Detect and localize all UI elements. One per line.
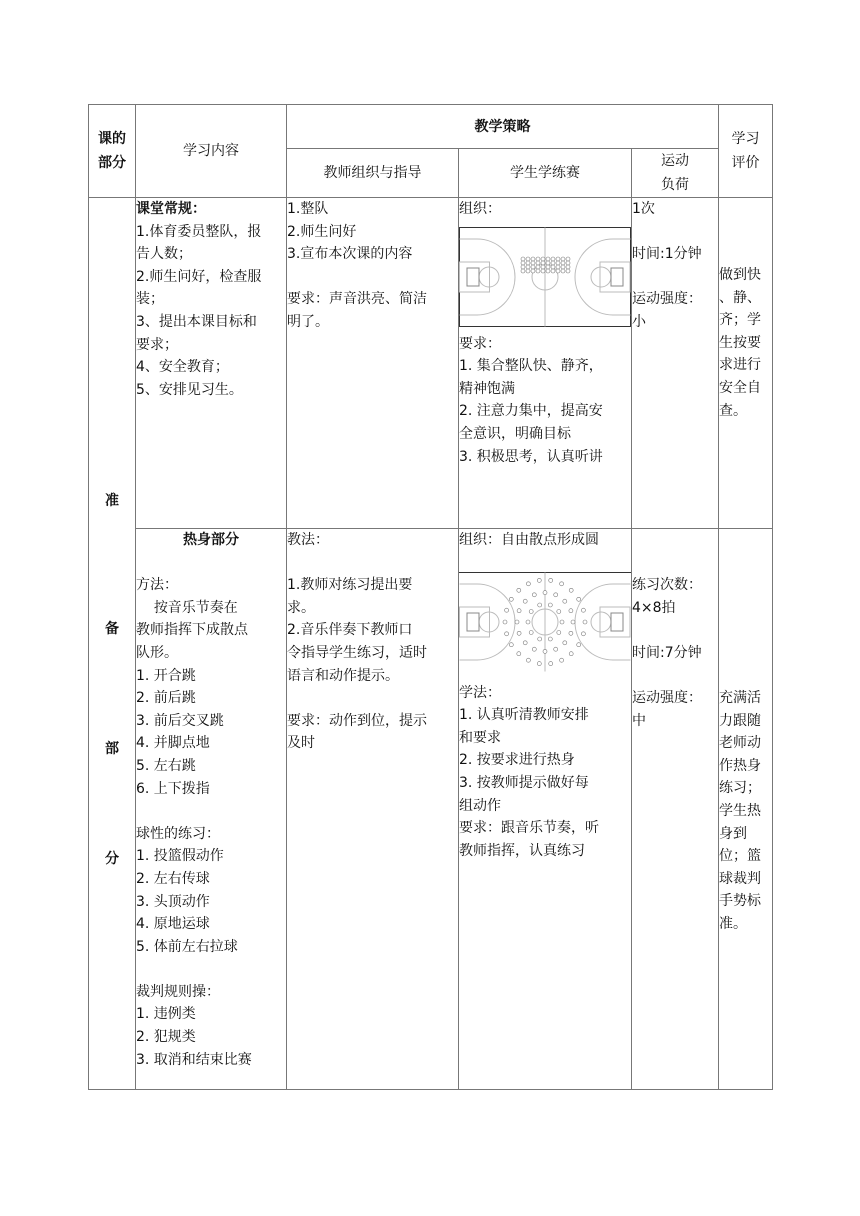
player-marker (560, 581, 564, 585)
player-marker (515, 620, 519, 624)
row2-load-line: 4×8拍 (632, 599, 676, 616)
player-marker (521, 261, 525, 265)
player-marker (505, 631, 509, 635)
row1-content-line: 要求； (136, 336, 178, 353)
row2-eval-line: 充满活 (719, 690, 761, 706)
player-marker (531, 261, 535, 265)
player-marker (536, 265, 540, 269)
row2-evaluation (719, 529, 773, 1090)
player-marker (546, 269, 550, 273)
row1-load (632, 198, 719, 529)
lesson-plan-table (88, 104, 773, 1090)
header-part-line: 课的 (98, 131, 126, 147)
player-marker (536, 269, 540, 273)
player-marker (556, 265, 560, 269)
player-marker (561, 257, 565, 261)
player-marker (583, 620, 587, 624)
player-marker (537, 578, 541, 582)
player-marker (536, 261, 540, 265)
row2-content (136, 529, 287, 1090)
row1-teacher-line (287, 266, 458, 289)
row2-student-line: 3. 按教师提示做好每 (459, 774, 589, 791)
player-marker (526, 658, 530, 662)
row2-content-line: 裁判规则操： (136, 983, 220, 1000)
row1-student-line: 要求： (459, 335, 501, 352)
row1-content-line: 4、安全教育； (136, 359, 229, 376)
row2-teacher-line: 教法： (287, 532, 329, 548)
player-marker (526, 257, 530, 261)
header-evaluation-line: 学习 (731, 131, 760, 147)
row1-content-line: 1.体育委员整队，报 (136, 223, 262, 240)
player-marker (548, 637, 552, 641)
header-strategy (287, 105, 719, 149)
player-marker (526, 265, 530, 269)
player-marker (523, 599, 527, 603)
player-marker (569, 651, 573, 655)
row1-eval-line: 安全自 (719, 379, 761, 396)
player-marker (571, 620, 575, 624)
player-marker (569, 631, 573, 635)
row2-teacher-line (287, 687, 458, 710)
player-marker (566, 257, 570, 261)
row2-student (459, 529, 632, 1090)
header-load-line: 负荷 (661, 177, 689, 193)
header-load (632, 149, 719, 198)
row1-content-title: 课堂常规： (136, 201, 206, 217)
player-marker (581, 631, 585, 635)
row2-eval-line: 作热身 (719, 757, 761, 774)
row1-load-line: 小 (632, 313, 646, 330)
header-content (136, 105, 287, 198)
row2-student-line: 和要求 (459, 729, 501, 746)
row2-eval-line: 准。 (719, 915, 747, 932)
player-marker (526, 620, 530, 624)
row2-content-line: 球性的练习： (136, 825, 220, 842)
row2-content-line: 2. 前后跳 (136, 690, 196, 707)
row2-teacher-line: 及时 (287, 735, 315, 752)
header-teacher (287, 149, 459, 198)
row1-student-line: 3. 积极思考，认真听讲 (459, 448, 603, 465)
row2-load-line: 运动强度： (632, 689, 702, 706)
header-content-label: 学习内容 (183, 143, 239, 159)
row2-content-line: 5. 左右跳 (136, 757, 196, 774)
player-marker (531, 257, 535, 261)
row2-teacher-line (287, 552, 458, 575)
player-marker (554, 592, 558, 596)
header-part (89, 105, 136, 198)
player-marker (566, 261, 570, 265)
row1-load-line (632, 221, 718, 244)
player-marker (531, 265, 535, 269)
player-marker (537, 661, 541, 665)
row2-student-line: 2. 按要求进行热身 (459, 752, 575, 769)
row2-eval-line: 练习； (719, 780, 761, 797)
row1-student-line: 精神饱满 (459, 380, 515, 397)
player-marker (517, 588, 521, 592)
player-marker (543, 649, 547, 653)
player-marker (556, 269, 560, 273)
player-marker (577, 642, 581, 646)
row2-eval-line: 学生热 (719, 802, 761, 819)
row1-eval-line: 做到快 (719, 267, 761, 283)
player-marker (548, 603, 552, 607)
player-marker (566, 269, 570, 273)
header-teacher-label: 教师组织与指导 (323, 165, 422, 181)
player-marker (566, 265, 570, 269)
player-marker (543, 590, 547, 594)
row1-content-line: 装； (136, 291, 164, 308)
player-marker (521, 269, 525, 273)
row2-teacher-line: 2.音乐伴奏下教师口 (287, 622, 413, 639)
player-marker (505, 608, 509, 612)
player-marker (561, 265, 565, 269)
row2-content-line: 2. 犯规类 (136, 1029, 196, 1046)
section-char: 部 (105, 741, 119, 757)
row1-eval-line: 齐；学 (719, 312, 761, 329)
row1-eval-line: 、静、 (719, 289, 761, 306)
row1-content-line: 告人数； (136, 246, 192, 263)
row2-load-line: 练习次数： (632, 577, 702, 593)
header-student (459, 149, 632, 198)
player-marker (556, 261, 560, 265)
row2-eval-line: 身到 (719, 825, 747, 842)
player-marker (541, 269, 545, 273)
section-char: 分 (105, 851, 119, 867)
row2-teacher-line: 1.教师对练习提出要 (287, 577, 413, 594)
row2-eval-line: 位；篮 (719, 848, 761, 865)
row2-teacher-line: 语言和动作提示。 (287, 667, 399, 684)
player-marker (563, 640, 567, 644)
row2-student-line: 教师指挥，认真练习 (459, 842, 585, 859)
row2-content-line: 3. 头顶动作 (136, 893, 210, 910)
row2-content-line: 6. 上下拨指 (136, 780, 210, 797)
player-marker (517, 631, 521, 635)
player-marker (517, 608, 521, 612)
player-marker (521, 265, 525, 269)
row2-content-line: 3. 取消和结束比赛 (136, 1051, 252, 1068)
row2-load-line: 中 (632, 712, 646, 729)
player-marker (557, 630, 561, 634)
row2-content-line: 4. 并脚点地 (136, 735, 210, 752)
player-marker (526, 261, 530, 265)
row1-student-line: 1. 集合整队快、静齐， (459, 358, 603, 375)
row1-content (136, 198, 287, 529)
row1-load-line: 运动强度： (632, 291, 702, 308)
section-char: 备 (105, 621, 119, 637)
basketball-court-circle-formation-diagram (459, 572, 631, 672)
row1-student-org: 组织： (459, 201, 501, 217)
player-marker (503, 620, 507, 624)
row2-student-line: 要求：跟音乐节奏，听 (459, 820, 599, 837)
row2-student-line: 组动作 (459, 797, 501, 814)
row2-content-line: 1. 投篮假动作 (136, 848, 224, 865)
row2-student-line: 学法： (459, 684, 501, 701)
player-marker (538, 603, 542, 607)
row2-teacher (287, 529, 459, 1090)
row2-teacher-line: 求。 (287, 599, 315, 616)
row2-content-line: 方法： (136, 577, 178, 594)
player-marker (561, 269, 565, 273)
row2-eval-line: 球裁判 (719, 870, 761, 887)
player-marker (526, 581, 530, 585)
player-marker (509, 642, 513, 646)
section-char: 准 (105, 493, 119, 509)
row2-content-title: 热身部分 (183, 532, 239, 548)
row1-student (459, 198, 632, 529)
row1-student-line: 2. 注意力集中，提高安 (459, 403, 603, 420)
row2-load-line (632, 664, 718, 687)
row2-eval-line: 手势标 (719, 893, 761, 910)
row2-content-line: 队形。 (136, 644, 178, 661)
header-student-label: 学生学练赛 (510, 165, 580, 181)
row1-eval-line: 求进行 (719, 357, 761, 374)
header-evaluation-line: 评价 (731, 155, 760, 171)
row2-content-line: 5. 体前左右拉球 (136, 938, 238, 955)
row1-eval-line: 生按要 (719, 334, 761, 351)
player-marker (536, 257, 540, 261)
row2-load-line: 时间:7分钟 (632, 644, 702, 661)
row2-load (632, 529, 719, 1090)
player-marker (551, 269, 555, 273)
row1-load-line (632, 266, 718, 289)
player-marker (541, 261, 545, 265)
player-marker (561, 261, 565, 265)
player-marker (541, 265, 545, 269)
player-marker (551, 257, 555, 261)
header-evaluation (719, 105, 773, 198)
player-marker (577, 597, 581, 601)
player-marker (556, 257, 560, 261)
row2-content-line: 1. 开合跳 (136, 667, 196, 684)
player-marker (569, 608, 573, 612)
player-marker (509, 597, 513, 601)
row2-content-line: 2. 左右传球 (136, 870, 210, 887)
player-marker (532, 647, 536, 651)
player-marker (529, 630, 533, 634)
row1-student-line: 全意识，明确目标 (459, 425, 571, 442)
player-marker (563, 599, 567, 603)
row2-content-line: 3. 前后交叉跳 (136, 712, 224, 729)
header-load-line: 运动 (661, 153, 689, 169)
row2-content-line: 教师指挥下成散点 (136, 622, 248, 639)
player-marker (554, 647, 558, 651)
row1-content-line: 2.师生问好，检查服 (136, 268, 262, 285)
row1-content-line: 5、安排见习生。 (136, 381, 243, 398)
row2-content-line (136, 552, 286, 575)
header-strategy-label: 教学策略 (474, 118, 531, 135)
player-marker (551, 265, 555, 269)
player-marker (546, 257, 550, 261)
row2-load-line (632, 619, 718, 642)
player-marker (549, 661, 553, 665)
row2-student-line: 1. 认真听清教师安排 (459, 707, 589, 724)
section-cell (89, 198, 136, 1090)
row1-content-line: 3、提出本课目标和 (136, 313, 257, 330)
row2-eval-line: 力跟随 (719, 712, 761, 729)
player-marker (541, 257, 545, 261)
row1-teacher (287, 198, 459, 529)
player-marker (551, 261, 555, 265)
row1-evaluation (719, 198, 773, 529)
row2-content-line: 按音乐节奏在 (136, 599, 238, 616)
row1-eval-line: 查。 (719, 402, 747, 419)
row2-content-line (136, 958, 286, 981)
player-marker (581, 608, 585, 612)
player-marker (546, 265, 550, 269)
player-marker (560, 620, 564, 624)
row2-student-org: 组织：自由散点形成圆 (459, 532, 599, 548)
row2-eval-line: 老师动 (719, 735, 761, 752)
row2-teacher-line: 要求：动作到位，提示 (287, 712, 427, 729)
player-marker (529, 609, 533, 613)
row1-load-line: 时间:1分钟 (632, 246, 702, 263)
row1-teacher-line: 要求：声音洪亮、简洁 (287, 291, 427, 308)
row2-content-line (136, 800, 286, 823)
player-marker (549, 578, 553, 582)
player-marker (538, 637, 542, 641)
player-marker (521, 257, 525, 261)
player-marker (546, 261, 550, 265)
player-marker (560, 658, 564, 662)
row2-content-line: 1. 违例类 (136, 1006, 196, 1023)
row1-teacher-line: 1.整队 (287, 201, 329, 217)
player-marker (569, 588, 573, 592)
player-marker (532, 592, 536, 596)
row1-teacher-line: 2.师生问好 (287, 223, 357, 240)
row1-teacher-line: 明了。 (287, 313, 329, 330)
row2-teacher-line: 令指导学生练习，适时 (287, 644, 427, 661)
row2-content-line: 4. 原地运球 (136, 916, 210, 933)
row1-load-line: 1次 (632, 201, 655, 217)
basketball-court-gathering-diagram (459, 227, 631, 327)
player-marker (523, 640, 527, 644)
header-part-line: 部分 (98, 155, 126, 171)
player-marker (517, 651, 521, 655)
player-marker (531, 269, 535, 273)
player-marker (526, 269, 530, 273)
player-marker (557, 609, 561, 613)
row1-teacher-line: 3.宣布本次课的内容 (287, 246, 413, 263)
